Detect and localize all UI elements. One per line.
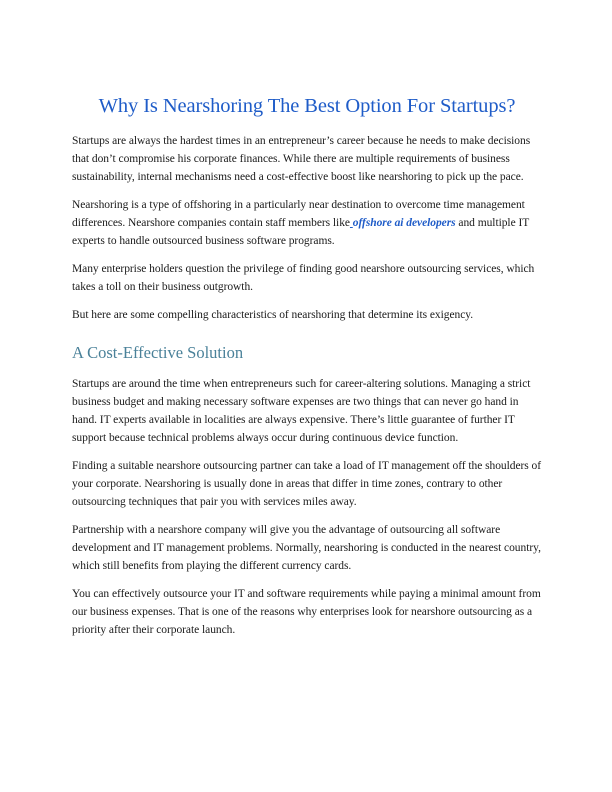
paragraph-text-before-link: Nearshoring is a type of offshoring in a particularly near destination to overcome time management differences. Nearshore companies contain staff members like — [72, 199, 525, 229]
page-title: Why Is Nearshoring The Best Option For Startups? — [98, 95, 516, 117]
section-paragraph-2: Finding a suitable nearshore outsourcing partner can take a load of IT management off the shoulders of your corporate. Nearshoring is usually done in areas that differ in time zones, contrary to other outsourcing techniques that pair you with services miles away. — [72, 460, 542, 508]
section-paragraph-4: You can effectively outsource your IT and software requirements while paying a minimal amount from our business expenses. That is one of the reasons why enterprises look for nearshore outsourcing as a priority after their corporate launch. — [72, 588, 541, 636]
intro-paragraph-2 — [72, 196, 542, 250]
section-paragraph-3: Partnership with a nearshore company will give you the advantage of outsourcing all software development and IT management problems. Normally, nearshoring is conducted in the nearest country, which still benefits from playing the different currency cards. — [72, 524, 541, 572]
section-heading: A Cost-Effective Solution — [72, 343, 244, 362]
paragraph-text-after-link: and multiple IT experts to handle outsourced business software programs. — [72, 217, 529, 247]
intro-paragraph-1: Startups are always the hardest times in an entrepreneur’s career because he needs to make decisions that don’t compromise his corporate finances. While there are multiple requirements of business sustainability, internal mechanisms need a cost-effective boost like nearshoring to pick up the pace. — [72, 135, 531, 183]
offshore-ai-developers-link[interactable]: offshore ai developers — [352, 217, 456, 229]
intro-paragraph-3: Many enterprise holders question the privilege of finding good nearshore outsourcing services, which takes a toll on their business outgrowth. — [72, 263, 535, 293]
intro-paragraph-4: But here are some compelling characteristics of nearshoring that determine its exigency. — [72, 309, 474, 321]
section-paragraph-1: Startups are around the time when entrepreneurs such for career-altering solutions. Managing a strict business budget and making necessary software expenses are two things that can never go hand in hand. IT experts available in localities are always expensive. There’s little guarantee of further IT support because technical problems always occur during continuous device function. — [72, 378, 531, 444]
